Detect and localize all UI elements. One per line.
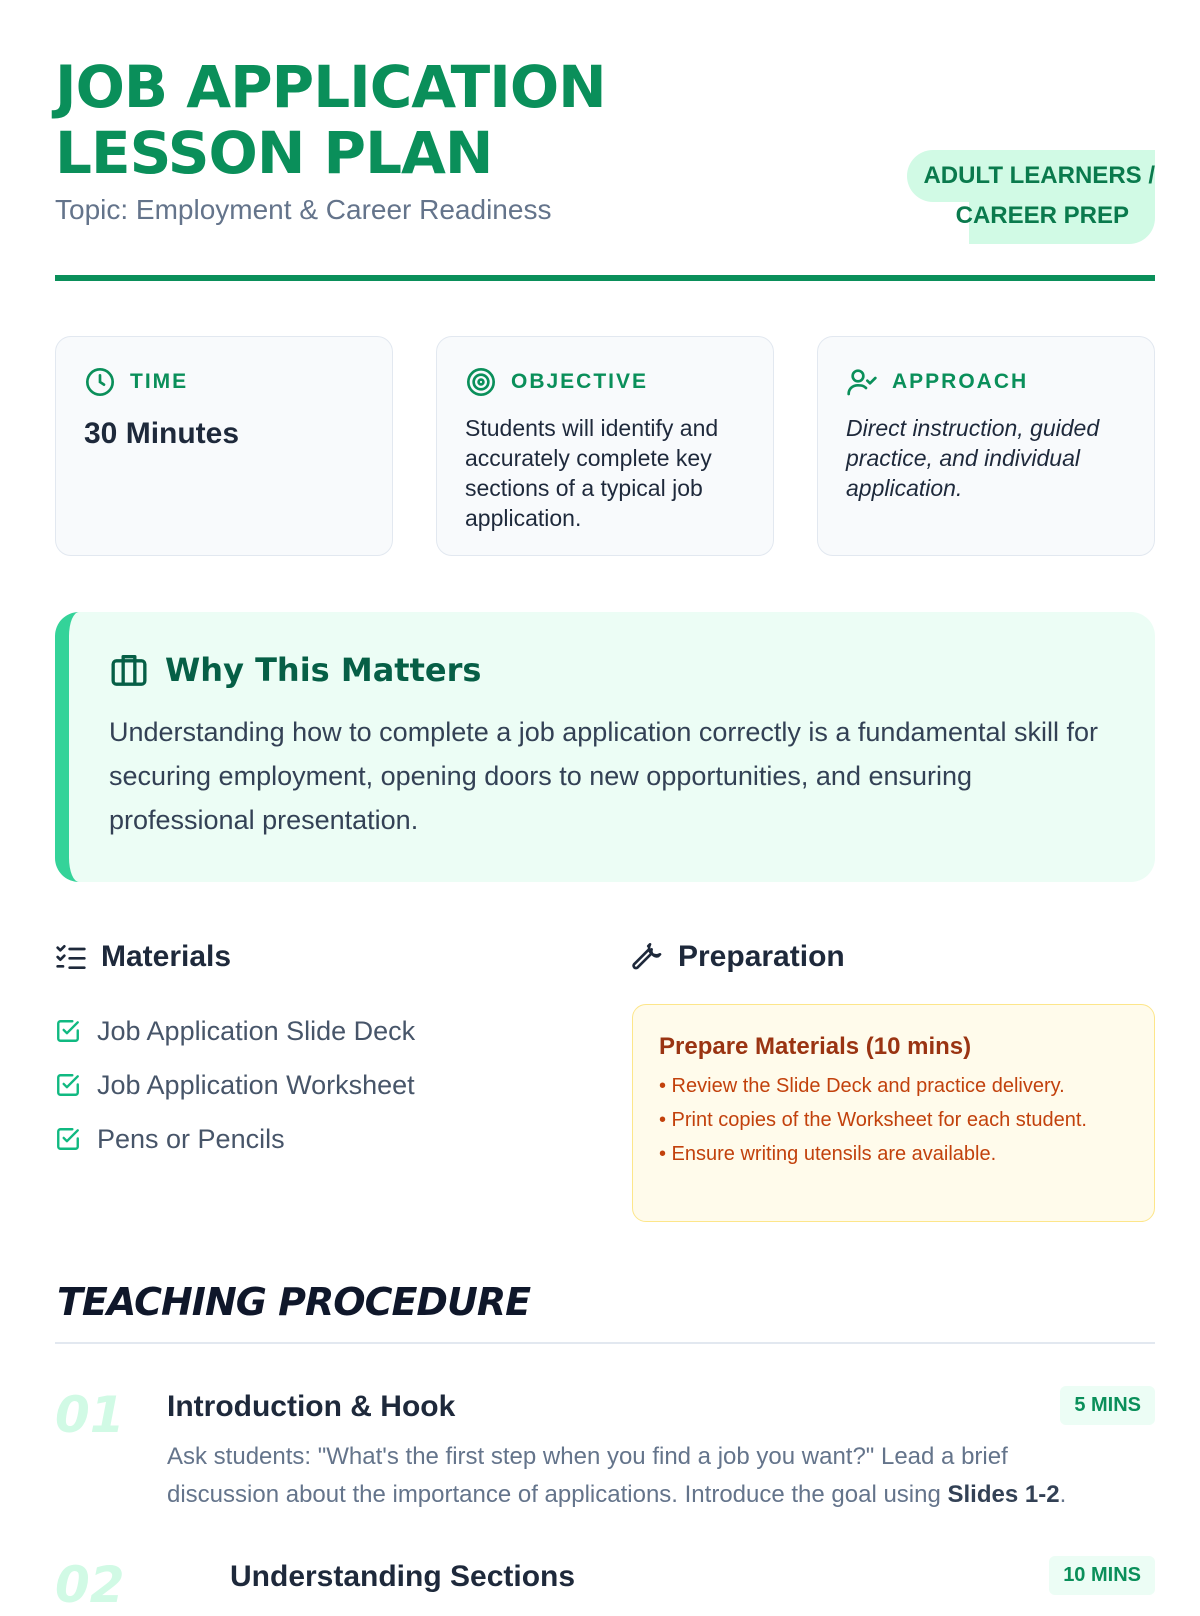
audience-badge: ADULT LEARNERS / CAREER PREP (923, 162, 1155, 229)
why-this-matters-callout (55, 612, 1155, 882)
list-item: Pens or Pencils (55, 1112, 415, 1166)
list-item: • Ensure writing utensils are available. (659, 1143, 997, 1165)
procedure-step (55, 1556, 1155, 1616)
step-duration-badge: 5 MINS (1060, 1386, 1155, 1425)
checklist-icon (55, 941, 87, 973)
preparation-heading: Preparation (632, 940, 845, 974)
target-icon (465, 366, 497, 398)
wrench-icon (632, 941, 664, 973)
procedure-divider (55, 1342, 1155, 1344)
header-divider (55, 275, 1155, 281)
step-duration-badge: 10 MINS (1049, 1556, 1155, 1595)
objective-label: OBJECTIVE (511, 370, 649, 393)
procedure-title: TEACHING PROCEDURE (57, 1280, 531, 1324)
step-number: 01 (55, 1386, 125, 1444)
why-text: Understanding how to complete a job application correctly is a fundamental skill for securing employment, opening doors to new opportunities, and ensuring professional presentation. (109, 717, 1099, 835)
checked-box-icon (55, 1072, 81, 1098)
preparation-box-title: Prepare Materials (10 mins) (659, 1033, 972, 1060)
step-number: 02 (55, 1556, 125, 1614)
time-value: 30 Minutes (84, 417, 240, 450)
step-title: Introduction & Hook (167, 1390, 456, 1423)
step-title: Understanding Sections (230, 1560, 576, 1593)
clock-icon (84, 366, 116, 398)
approach-label: APPROACH (892, 370, 1029, 393)
materials-heading: Materials (55, 940, 231, 974)
preparation-box (632, 1004, 1155, 1222)
checked-box-icon (55, 1126, 81, 1152)
checked-box-icon (55, 1018, 81, 1044)
list-item: Job Application Slide Deck (55, 1004, 415, 1058)
why-title: Why This Matters (165, 651, 482, 689)
objective-card (436, 336, 774, 556)
lesson-plan-page (55, 0, 1155, 1614)
approach-text: Direct instruction, guided practice, and individual application. (846, 415, 1100, 501)
step-description: Ask students: "What's the first step when you find a job you want?" Lead a brief discussion about the importance of applications. Introduce the goal using Slides 1-2. (167, 1443, 1067, 1508)
page-subtitle: Topic: Employment & Career Readiness (55, 194, 552, 225)
list-item: • Print copies of the Worksheet for each student. (659, 1109, 1087, 1131)
objective-text: Students will identify and accurately complete key sections of a typical job application. (465, 415, 719, 531)
time-card (55, 336, 393, 556)
time-label: TIME (130, 370, 189, 393)
user-check-icon (846, 366, 878, 398)
approach-card (817, 336, 1155, 556)
page-title: JOB APPLICATION LESSON PLAN (55, 53, 606, 187)
procedure-step (55, 1386, 1155, 1516)
briefcase-icon (109, 650, 149, 690)
preparation-list (659, 1073, 1128, 1168)
list-item: Job Application Worksheet (55, 1058, 415, 1112)
materials-list (55, 1004, 415, 1166)
list-item: • Review the Slide Deck and practice delivery. (659, 1075, 1065, 1097)
